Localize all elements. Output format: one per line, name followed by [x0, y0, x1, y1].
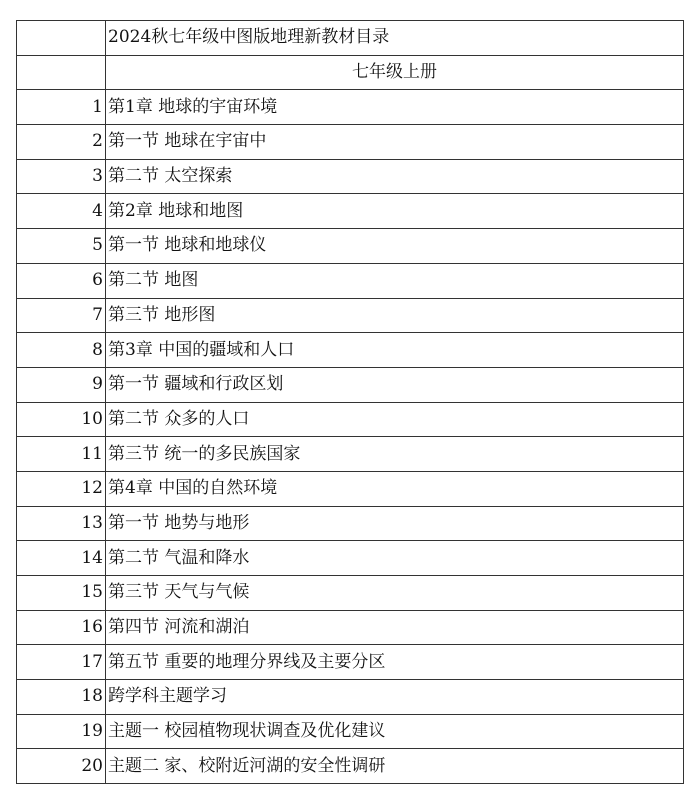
table-row — [17, 333, 684, 368]
row-text: 第五节 重要的地理分界线及主要分区 — [106, 645, 684, 680]
row-text: 第1章 地球的宇宙环境 — [106, 90, 684, 125]
table-row — [17, 402, 684, 437]
row-text: 第二节 众多的人口 — [106, 402, 684, 437]
table-row — [17, 576, 684, 611]
table-row — [17, 541, 684, 576]
row-number: 5 — [17, 229, 106, 264]
title-row — [17, 21, 684, 56]
row-number: 20 — [17, 749, 106, 784]
row-number: 7 — [17, 298, 106, 333]
row-number: 3 — [17, 159, 106, 194]
row-text: 第2章 地球和地图 — [106, 194, 684, 229]
row-text: 第一节 地球和地球仪 — [106, 229, 684, 264]
table-row — [17, 298, 684, 333]
table-row — [17, 263, 684, 298]
table-row — [17, 437, 684, 472]
row-number: 6 — [17, 263, 106, 298]
row-number: 19 — [17, 714, 106, 749]
row-number: 2 — [17, 125, 106, 160]
row-number: 16 — [17, 610, 106, 645]
row-number: 12 — [17, 471, 106, 506]
row-text: 主题二 家、校附近河湖的安全性调研 — [106, 749, 684, 784]
row-number: 8 — [17, 333, 106, 368]
row-number: 15 — [17, 576, 106, 611]
row-text: 第一节 地球在宇宙中 — [106, 125, 684, 160]
subtitle-num-cell — [17, 55, 106, 90]
toc-table-body — [17, 21, 684, 784]
row-text: 第3章 中国的疆域和人口 — [106, 333, 684, 368]
row-text: 第4章 中国的自然环境 — [106, 471, 684, 506]
row-number: 1 — [17, 90, 106, 125]
row-number: 9 — [17, 367, 106, 402]
row-text: 第二节 气温和降水 — [106, 541, 684, 576]
row-text: 第二节 太空探索 — [106, 159, 684, 194]
row-text: 第一节 疆域和行政区划 — [106, 367, 684, 402]
table-row — [17, 367, 684, 402]
row-number: 11 — [17, 437, 106, 472]
row-text: 第三节 天气与气候 — [106, 576, 684, 611]
table-row — [17, 229, 684, 264]
row-text: 第三节 统一的多民族国家 — [106, 437, 684, 472]
title-num-cell — [17, 21, 106, 56]
table-row — [17, 610, 684, 645]
table-row — [17, 749, 684, 784]
row-text: 跨学科主题学习 — [106, 680, 684, 715]
table-title: 2024秋七年级中图版地理新教材目录 — [106, 21, 684, 56]
subtitle-row — [17, 55, 684, 90]
table-row — [17, 506, 684, 541]
table-row — [17, 471, 684, 506]
row-text: 第一节 地势与地形 — [106, 506, 684, 541]
row-text: 主题一 校园植物现状调查及优化建议 — [106, 714, 684, 749]
table-row — [17, 90, 684, 125]
table-row — [17, 714, 684, 749]
row-number: 17 — [17, 645, 106, 680]
row-number: 10 — [17, 402, 106, 437]
row-number: 14 — [17, 541, 106, 576]
table-row — [17, 645, 684, 680]
row-text: 第四节 河流和湖泊 — [106, 610, 684, 645]
row-number: 18 — [17, 680, 106, 715]
table-subtitle: 七年级上册 — [106, 55, 684, 90]
table-row — [17, 194, 684, 229]
toc-table — [16, 20, 684, 784]
row-text: 第二节 地图 — [106, 263, 684, 298]
table-row — [17, 125, 684, 160]
row-number: 13 — [17, 506, 106, 541]
table-row — [17, 680, 684, 715]
row-text: 第三节 地形图 — [106, 298, 684, 333]
row-number: 4 — [17, 194, 106, 229]
table-row — [17, 159, 684, 194]
